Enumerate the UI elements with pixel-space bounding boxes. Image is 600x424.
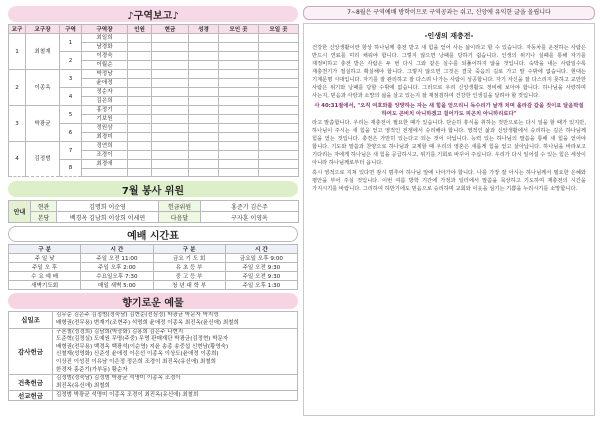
- worship-col-type: 구 분: [9, 245, 81, 254]
- parish-cell: 3: [9, 106, 26, 142]
- zone-cell: 2: [60, 52, 82, 70]
- district-report-table: [8, 24, 299, 177]
- empty-cell: [152, 61, 189, 70]
- empty-cell: [128, 43, 152, 52]
- empty-cell: [152, 79, 189, 88]
- empty-cell: [189, 133, 219, 142]
- empty-cell: [189, 70, 219, 79]
- zone-leader-cell: 최경미: [82, 133, 128, 142]
- zone-leader-cell: 이월순: [82, 61, 128, 70]
- empty-cell: [219, 52, 259, 61]
- empty-cell: [152, 151, 189, 160]
- parish-cell: 4: [9, 142, 26, 177]
- empty-cell: [152, 160, 189, 169]
- offering-line: 최진옥(유신애) 최철희: [56, 382, 110, 389]
- offering-line: 도준혁(김정실) 도예원 무명(주중) 무명 판매재단 박광균(김정현) 박문자: [56, 336, 229, 343]
- zone-cell: 6: [60, 124, 82, 142]
- service-r1-role2: 헌금위원: [159, 201, 201, 212]
- service-row-2: [9, 212, 299, 223]
- empty-cell: [259, 115, 299, 124]
- zone-leader-cell: 조경이: [82, 151, 128, 160]
- empty-cell: [128, 34, 152, 43]
- zone-leader-cell: 정연희: [82, 142, 128, 151]
- empty-cell: [219, 115, 259, 124]
- empty-cell: [259, 160, 299, 169]
- offering-names: [53, 391, 298, 401]
- empty-cell: [259, 79, 299, 88]
- empty-cell: [219, 70, 259, 79]
- empty-cell: [189, 160, 219, 169]
- offering-row: [9, 328, 298, 375]
- col-header-met-place: 모인 곳: [219, 25, 259, 34]
- empty-cell: [189, 43, 219, 52]
- worship-cell: 새벽기도회: [9, 281, 81, 290]
- empty-cell: [219, 43, 259, 52]
- empty-cell: [219, 160, 259, 169]
- empty-cell: [152, 52, 189, 61]
- empty-cell: [128, 70, 152, 79]
- zone-leader-cell: 박정남: [82, 70, 128, 79]
- notice-banner: 7~8월은 구역예배 방학이므로 구역공과는 쉬고, 신앙에 유익한 글을 올립니다: [303, 6, 595, 20]
- worship-col-type-2: 구 분: [153, 245, 225, 254]
- col-header-offering: 현금: [152, 25, 189, 34]
- col-header-parish: 교구: [9, 25, 26, 34]
- offering-names: [53, 375, 298, 391]
- worship-cell: 주일 오후 2:00: [81, 263, 153, 272]
- worship-cell: 주 일 낮: [9, 254, 81, 263]
- empty-cell: [128, 160, 152, 169]
- empty-cell: [128, 61, 152, 70]
- worship-times-body: [9, 254, 298, 290]
- empty-cell: [152, 43, 189, 52]
- empty-cell: [152, 124, 189, 133]
- parish-leader-cell: 박광균: [26, 106, 60, 142]
- empty-cell: [152, 97, 189, 106]
- zone-cell: 4: [60, 88, 82, 106]
- empty-cell: [189, 169, 219, 177]
- empty-cell: [152, 142, 189, 151]
- col-header-bible: 성경: [189, 25, 219, 34]
- offering-category: 선교헌금: [9, 391, 53, 401]
- offering-line: 구본철(정경희) 김남희(박중화) 김용희 김은주 나현지: [56, 328, 184, 335]
- parish-cell: 1: [9, 34, 26, 70]
- empty-cell: [189, 97, 219, 106]
- empty-cell: [128, 151, 152, 160]
- district-report-title: ♪구역보고♪: [8, 6, 298, 22]
- empty-cell: [259, 133, 299, 142]
- district-report-body: [9, 34, 299, 177]
- empty-cell: [189, 124, 219, 133]
- empty-cell: [259, 61, 299, 70]
- empty-cell: [189, 61, 219, 70]
- worship-col-time: 시 간: [81, 245, 153, 254]
- offering-names: [53, 328, 298, 375]
- empty-cell: [128, 106, 152, 115]
- worship-cell: 금요일 오후 9:00: [225, 254, 297, 263]
- offerings-title: 향기로운 예물: [8, 293, 298, 309]
- zone-leader-cell: 남경화: [82, 43, 128, 52]
- service-r2-names: 백경옥 김남희 이상희 이세연: [57, 212, 159, 223]
- empty-cell: [128, 133, 152, 142]
- empty-cell: [128, 52, 152, 61]
- empty-cell: [128, 79, 152, 88]
- table-row: [9, 70, 299, 79]
- empty-cell: [219, 61, 259, 70]
- zone-cell: 3: [60, 70, 82, 88]
- worship-cell: 금요 기 도 회: [153, 254, 225, 263]
- col-header-count: 인원: [128, 25, 152, 34]
- empty-cell: [152, 169, 189, 177]
- worship-row: [9, 281, 298, 290]
- offerings-table: [8, 311, 298, 401]
- worship-cell: 중 고 등 부: [153, 272, 225, 281]
- worship-col-time-2: 시 간: [225, 245, 297, 254]
- empty-cell: [219, 133, 259, 142]
- service-r1-names: 김명희 이순영: [57, 201, 159, 212]
- offering-names: [53, 312, 298, 328]
- service-r2-names2: 구자훈 이영옥: [201, 212, 299, 223]
- offering-line: 신철재(성영화) 신준성 윤애정 이은선 이종옥 이상도(윤애정 이종희): [56, 351, 219, 358]
- parish-leader-cell: 김정범: [26, 142, 60, 177]
- article-box: [303, 23, 595, 416]
- offering-line: 배형권(전무용) 백경옥 백광석(이순영) 지윤 송종 송중섭 신현남(황영숙): [56, 343, 229, 350]
- district-header-row: [9, 25, 299, 34]
- right-column: [303, 6, 595, 420]
- empty-cell: [219, 142, 259, 151]
- zone-leader-cell: 기보원: [82, 115, 128, 124]
- empty-cell: [189, 115, 219, 124]
- col-header-zone: 구역: [60, 25, 82, 34]
- empty-cell: [259, 124, 299, 133]
- empty-cell: [189, 34, 219, 43]
- service-label: 안내: [9, 201, 31, 223]
- service-r2-role: 본당: [31, 212, 57, 223]
- zone-leader-cell: 이경숙: [82, 52, 128, 61]
- empty-cell: [219, 169, 259, 177]
- empty-cell: [152, 70, 189, 79]
- empty-cell: [128, 169, 152, 177]
- service-committee-table: [8, 200, 299, 223]
- empty-cell: [189, 151, 219, 160]
- zone-leader-cell: 윤애정: [82, 79, 128, 88]
- worship-cell: 매일 새벽 5:00: [81, 281, 153, 290]
- worship-row: [9, 263, 298, 272]
- offering-line: 김정범 박광균 석명미 이종옥 조경이 최진옥(유신애) 최철희: [56, 392, 199, 399]
- empty-cell: [259, 97, 299, 106]
- empty-cell: [219, 88, 259, 97]
- zone-leader-cell: [82, 169, 128, 177]
- offering-category: 감사헌금: [9, 328, 53, 375]
- service-r1-names2: 홍준기 김은주: [201, 201, 299, 212]
- zone-cell: 1: [60, 34, 82, 52]
- left-column: [8, 6, 298, 420]
- zone-cell: 5: [60, 106, 82, 124]
- empty-cell: [128, 124, 152, 133]
- parish-cell: 2: [9, 70, 26, 106]
- worship-row: [9, 254, 298, 263]
- table-row: [9, 106, 299, 115]
- worship-cell: 청 년 대 학 부: [153, 281, 225, 290]
- worship-cell: 수 요 예 배: [9, 272, 81, 281]
- empty-cell: [259, 169, 299, 177]
- worship-cell: 수요일오후 7:30: [81, 272, 153, 281]
- empty-cell: [128, 97, 152, 106]
- empty-cell: [128, 88, 152, 97]
- parish-leader-cell: 이종옥: [26, 70, 60, 106]
- empty-cell: [219, 79, 259, 88]
- article-paragraph-3: 혹시 영적으로 지쳐 있다면 잠시 멈추어 하나님 앞에 나아가야 합니다. 나를 가장 잘 아시는 하나님께서 필요한 은혜와 평안을 부어 주실 것입니다. 이번 여름 방학 기간에 가정과 일터에서 말씀을 묵상하고 기도하며 재충전의 시간을 가지시기를 바랍니다. 그리하여 하반기에도 믿음으로 승리하며 교회와 이웃을 섬기는 기쁨을 누리시기를 소망합니다.: [312, 170, 586, 193]
- service-r2-role2: 다음달: [159, 212, 201, 223]
- empty-cell: [219, 34, 259, 43]
- empty-cell: [259, 52, 299, 61]
- service-committee-title: 7월 봉사 위원: [8, 181, 298, 197]
- offering-line: 김무순 김은주 김정범(정숙남) 김현순(전심정) 박광균 박문자 박지영: [56, 312, 219, 319]
- worship-cell: 주일 오전 9:30: [225, 272, 297, 281]
- empty-cell: [189, 142, 219, 151]
- worship-header-row: [9, 245, 298, 254]
- zone-cell: 7: [60, 142, 82, 160]
- empty-cell: [189, 106, 219, 115]
- col-header-next-place: 모일 곳: [259, 25, 299, 34]
- article-verse: 사 40:31절에서, "오직 여호와를 앙망하는 자는 새 힘을 얻으리니 독수리가 날개 치며 올라감 같을 것이요 달음박질하여도 곤비치 아니하겠고 걸어가도 피곤치 아니하리로다": [314, 102, 584, 117]
- table-row: [9, 142, 299, 151]
- worship-cell: 주일 오전 9:30: [225, 263, 297, 272]
- article-title: -인생의 재충전-: [424, 32, 474, 40]
- empty-cell: [189, 88, 219, 97]
- empty-cell: [259, 43, 299, 52]
- empty-cell: [259, 70, 299, 79]
- table-row: [9, 34, 299, 43]
- offering-line: 김정범(정숙남) 김정범 박광균 석명미 이종옥 조경이: [56, 375, 181, 382]
- worship-cell: 주일 오후 1:30: [225, 281, 297, 290]
- offerings-body: [9, 312, 298, 401]
- zone-leader-cell: 홍정기: [82, 106, 128, 115]
- article-paragraph-2: 라고 말씀합니다. 우리는 재충전이 필요한 때가 있습니다. 단순히 휴식을 취하는 것만으로는 다시 일을 할 때가 있지만, 하나님이 주시는 새 힘을 얻고 영적인 전쟁에서 승리해야 합니다. 영적인 삶과 신앙생활에서 승리하는 길은 하나님께 힘을 얻는 것입니다. 충전은 가만히 있는다고 되는 것이 아닙니다. 능력 있는 하나님의 말씀을 통해 새 힘을 얻어야 합니다. 기도와 말씀과 찬양으로 하나님과 교제할 때 우리의 영혼은 새롭게 힘을 얻고 살아납니다. 하나님을 바라보고 기다리는 자에게 하나님은 새 힘을 공급하시고, 위기를 기회로 바꾸어 주십니다. 우리가 다시 일어설 수 있는 힘은 세상이 아니라 하나님께로부터 옵니다.: [312, 120, 586, 167]
- empty-cell: [219, 106, 259, 115]
- empty-cell: [219, 151, 259, 160]
- offering-row: [9, 312, 298, 328]
- empty-cell: [152, 34, 189, 43]
- zone-leader-cell: 최일희: [82, 34, 128, 43]
- empty-cell: [189, 52, 219, 61]
- empty-cell: [128, 115, 152, 124]
- zone-cell: 8: [60, 160, 82, 177]
- empty-cell: [259, 88, 299, 97]
- offering-category: 건축헌금: [9, 375, 53, 391]
- empty-cell: [152, 106, 189, 115]
- empty-cell: [219, 97, 259, 106]
- offering-line: 배형권(전무용) 변재기(조현주) 석명희 윤애정 이종옥 최진옥(윤신애) 최철희: [56, 319, 239, 326]
- worship-cell: 유 초 등 부: [153, 263, 225, 272]
- offering-category: 십일조: [9, 312, 53, 328]
- worship-times-title: 예배 시간표: [8, 226, 298, 242]
- empty-cell: [259, 34, 299, 43]
- offering-row: [9, 391, 298, 401]
- empty-cell: [259, 151, 299, 160]
- empty-cell: [152, 115, 189, 124]
- worship-cell: 주일 오 후: [9, 263, 81, 272]
- empty-cell: [152, 133, 189, 142]
- empty-cell: [259, 106, 299, 115]
- article-paragraph-1: 건강한 신앙생활이란 항상 하나님께 충전 받고 새 힘을 얻어 사는 삶이라고 할 수 있습니다. 자동차를 운전하는 사람은 반드시 연료를 미리 채워야 합니다. 그렇지 않으면 낭패를 당하기 쉽습니다. 인생의 위기나 실패를 통해 자기를 재정비하고 충전 받은 사람은 두 번 다시 그와 같은 실수를 되풀이하지 않을 것입니다. 숙박을 내는 사람일수록 재충전기가 절실하고 확실해야 합니다. 그렇지 않으면 그것은 결국 죽음의 길로 가고 말 수밖에 없습니다. 현대는 기계문명 시대입니다. 자기를 잘 관리하고 잘 다스려 나가는 사람이 성공합니다. 자기 자신을 잘 다스리지 못하고 교만한 사람은 위기와 낭패를 당할 수밖에 없습니다. 그러므로 우리 신앙생활도 정비해 보아야 합니다. 하나님을 사랑하며 사는지, 믿음과 사랑과 소망의 삶을 살고 있는지 잘 재점검하여 건강한 인생길을 달려야 할 것입니다.: [312, 45, 586, 99]
- zone-leader-cell: 정순자: [82, 88, 128, 97]
- parish-leader-cell: 최철재: [26, 34, 60, 70]
- col-header-parish-leader: 교구장: [26, 25, 60, 34]
- empty-cell: [189, 79, 219, 88]
- empty-cell: [219, 124, 259, 133]
- worship-times-table: [8, 244, 298, 290]
- service-row-1: [9, 201, 299, 212]
- service-r1-role: 현관: [31, 201, 57, 212]
- offering-line: 한경자 홍준기(가부동) 황순자: [56, 366, 128, 373]
- empty-cell: [259, 142, 299, 151]
- empty-cell: [128, 142, 152, 151]
- worship-cell: 주일 오전 11:00: [81, 254, 153, 263]
- worship-row: [9, 272, 298, 281]
- zone-leader-cell: 김은희: [82, 97, 128, 106]
- offering-line: 이상진 이성진 이유남 이은정 정은희 조경이 최진옥(유신애) 최철희: [56, 358, 216, 365]
- zone-leader-cell: 최경애: [82, 160, 128, 169]
- col-header-zone-leader: 구역장: [82, 25, 128, 34]
- offering-row: [9, 375, 298, 391]
- zone-leader-cell: 정원삼: [82, 124, 128, 133]
- empty-cell: [152, 88, 189, 97]
